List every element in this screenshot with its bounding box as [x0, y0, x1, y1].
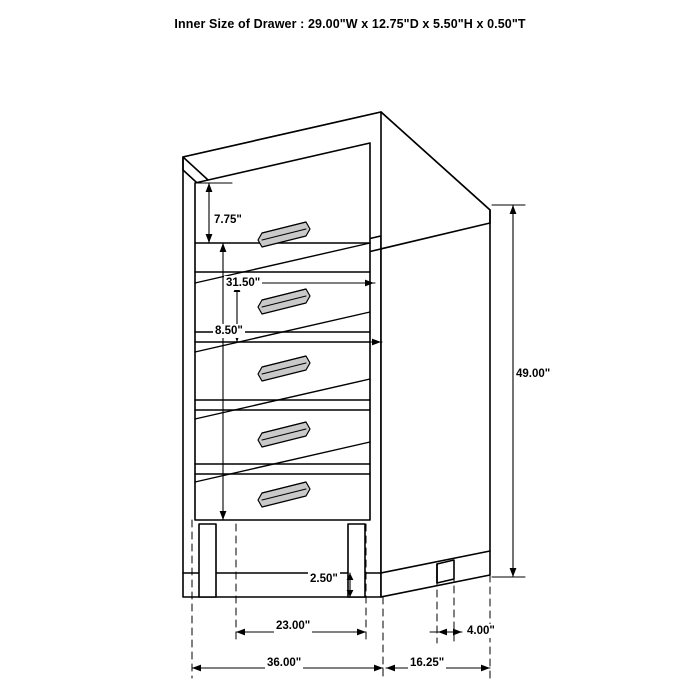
leg-front-left — [199, 524, 216, 597]
page-title: Inner Size of Drawer : 29.00"W x 12.75"D x 5.50"H x 0.50"T — [174, 17, 526, 31]
cabinet-side-face — [381, 112, 490, 597]
dim-label-drawer-front-height: 8.50" — [215, 325, 243, 337]
dim-label-overall-height: 49.00" — [516, 368, 551, 380]
dim-label-leg-height: 2.50" — [310, 573, 338, 585]
dim-label-top-drawer-height: 7.75" — [214, 214, 242, 226]
dim-label-drawer-width: 23.00" — [276, 620, 311, 632]
dim-label-leg-width: 4.00" — [467, 625, 495, 637]
leg-rear-right — [437, 560, 454, 583]
dim-label-overall-width: 36.00" — [267, 657, 302, 669]
dim-label-drawer-stack-height: 31.50" — [226, 277, 261, 289]
dim-label-overall-depth: 16.25" — [410, 657, 445, 669]
